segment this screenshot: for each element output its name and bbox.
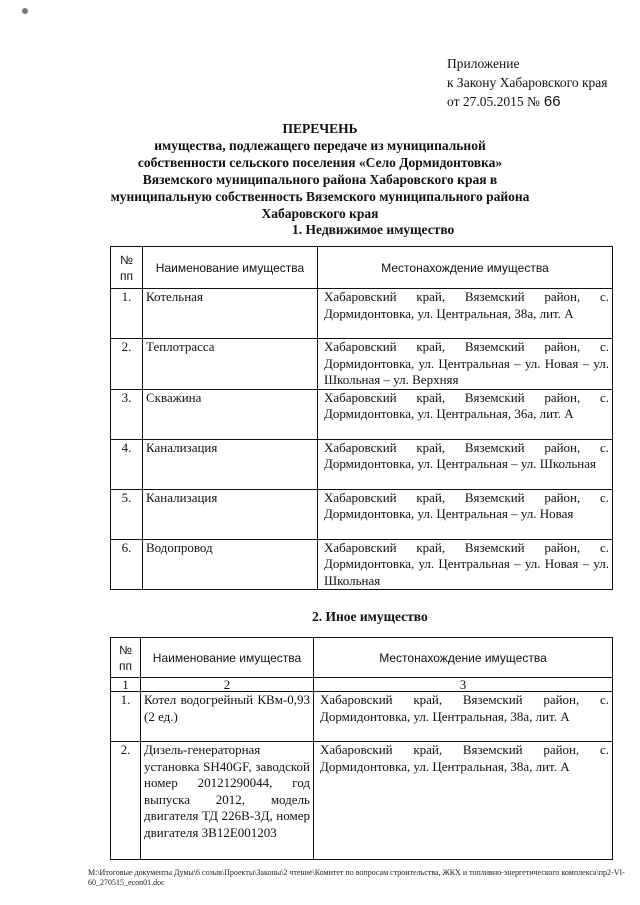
- column-index: 3: [314, 678, 613, 692]
- col-name-header: Наименование имущества: [143, 247, 318, 289]
- row-number: 2.: [111, 339, 143, 390]
- row-name: Котел водогрейный КВм-0,93 (2 ед.): [141, 692, 314, 742]
- row-location: Хабаровский край, Вяземский район, с. Дормидонтовка, ул. Центральная – ул. Новая – ул. Школьная – ул. Верхняя: [318, 339, 613, 390]
- row-name: Канализация: [143, 439, 318, 489]
- row-location: Хабаровский край, Вяземский район, с. Дормидонтовка, ул. Центральная – ул. Новая: [318, 489, 613, 539]
- title-body: имущества, подлежащего передаче из муниципальной собственности сельского поселения «Село Дормидонтовка» Вяземского муниципального района Хабаровского края в муниципальную собственность Вяземского муниципального района Хабаровского края: [110, 138, 530, 221]
- row-name: Дизель-генераторная установка SH40GF, заводской номер 20121290044, год выпуска 2012, модель двигателя ТД 226В-3Д, номер двигателя 3В12Е001203: [141, 742, 314, 860]
- row-name: Водопровод: [143, 539, 318, 590]
- law-number: 66: [543, 93, 561, 110]
- table-row: [111, 339, 613, 390]
- appendix-header: [447, 54, 608, 111]
- row-number: 5.: [111, 489, 143, 539]
- appendix-line-3: [447, 92, 608, 111]
- row-location: Хабаровский край, Вяземский район, с. Дормидонтовка, ул. Центральная, 38а, лит. А: [314, 742, 613, 860]
- table-row: [111, 289, 613, 339]
- table-row: [111, 742, 613, 860]
- row-number: 1.: [111, 692, 141, 742]
- column-index: 1: [111, 678, 141, 692]
- row-location: Хабаровский край, Вяземский район, с. Дормидонтовка, ул. Центральная – ул. Школьная: [318, 439, 613, 489]
- table-row: [111, 489, 613, 539]
- row-name: Скважина: [143, 389, 318, 439]
- row-number: 2.: [111, 742, 141, 860]
- row-location: Хабаровский край, Вяземский район, с. Дормидонтовка, ул. Центральная, 36а, лит. А: [318, 389, 613, 439]
- row-name: Теплотрасса: [143, 339, 318, 390]
- col-name-header: Наименование имущества: [141, 638, 314, 678]
- table-row: [111, 692, 613, 742]
- table-row: [111, 389, 613, 439]
- row-name: Котельная: [143, 289, 318, 339]
- document-title: [110, 120, 530, 222]
- section-1-heading: 1. Недвижимое имущество: [292, 222, 455, 237]
- row-number: 6.: [111, 539, 143, 590]
- table-row: [111, 539, 613, 590]
- law-date: от 27.05.2015 №: [447, 94, 540, 109]
- appendix-line-1: Приложение: [447, 56, 520, 71]
- row-location: Хабаровский край, Вяземский район, с. Дормидонтовка, ул. Центральная – ул. Новая – ул. Школьная: [318, 539, 613, 590]
- row-name: Канализация: [143, 489, 318, 539]
- section-2-heading: 2. Иное имущество: [312, 609, 428, 624]
- file-path-footer: M:\Итоговые документы Думы\6 созыв\Проекты\Законы\2 чтение\Комитет по вопросам строительства, ЖКХ и топливно-энергетического комплекса\пр2-VI-60_270515_econ01.doc: [88, 868, 625, 887]
- row-location: Хабаровский край, Вяземский район, с. Дормидонтовка, ул. Центральная, 38а, лит. А: [314, 692, 613, 742]
- other-property-table: [110, 637, 613, 860]
- column-index-row: [111, 678, 613, 692]
- row-number: 1.: [111, 289, 143, 339]
- row-location: Хабаровский край, Вяземский район, с. Дормидонтовка, ул. Центральная, 38а, лит. А: [318, 289, 613, 339]
- table-header-row: [111, 247, 613, 289]
- title-heading: ПЕРЕЧЕНЬ: [282, 121, 358, 136]
- real-estate-table: [110, 246, 613, 590]
- col-location-header: Местонахождение имущества: [314, 638, 613, 678]
- table-header-row: [111, 638, 613, 678]
- col-number-header: № пп: [111, 247, 143, 289]
- scan-speck: [22, 8, 28, 14]
- table-row: [111, 439, 613, 489]
- col-location-header: Местонахождение имущества: [318, 247, 613, 289]
- row-number: 3.: [111, 389, 143, 439]
- row-number: 4.: [111, 439, 143, 489]
- col-number-header: № пп: [111, 638, 141, 678]
- appendix-line-2: к Закону Хабаровского края: [447, 75, 608, 90]
- column-index: 2: [141, 678, 314, 692]
